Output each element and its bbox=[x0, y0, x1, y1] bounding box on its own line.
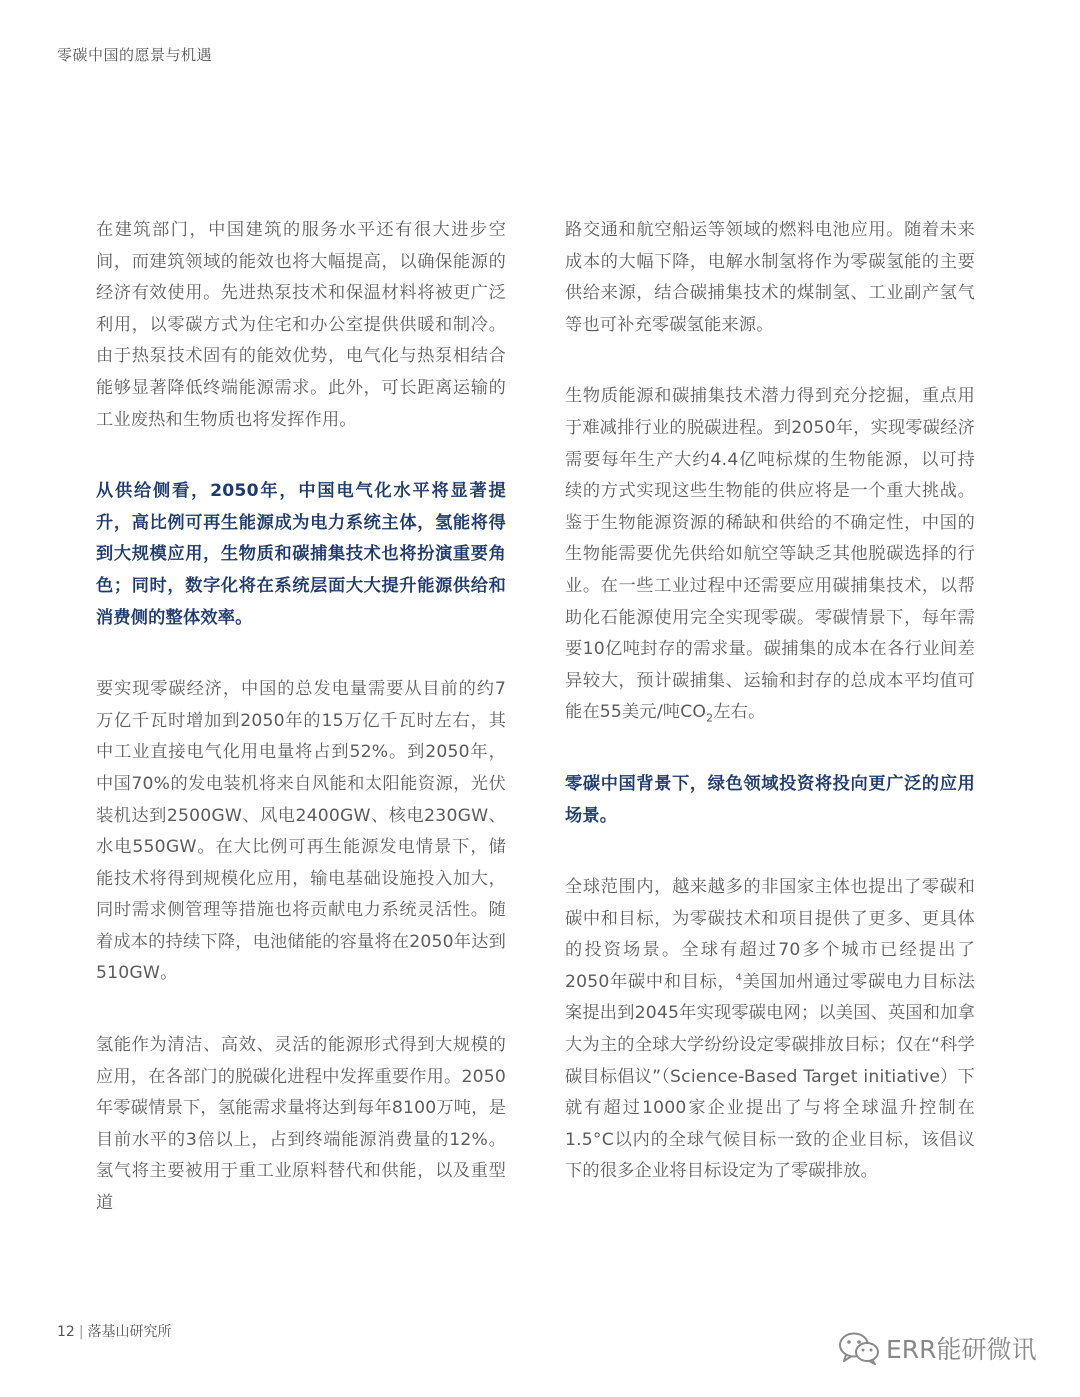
biomass-ccs-text: 生物质能源和碳捕集技术潜力得到充分挖掘，重点用于难减排行业的脱碳进程。到2050年，实现零碳经济需要每年生产大约4.4亿吨标煤的生物能源，以可持续的方式实现这些生物能的供应将是一个重大挑战。鉴于生物能源资源的稀缺和供给的不确定性，中国的生物能需要优先供给如航空等缺乏其他脱碳选择的行业。在一些工业过程中还需要应用碳捕集技术，以帮助化石能源使用完全实现零碳。零碳情景下，每年需要10亿吨封存的需求量。碳捕集的成本在各行业间差异较大，预计碳捕集、运输和封存的总成本平均值可能在55美元/吨CO bbox=[565, 386, 975, 723]
paragraph-buildings: 在建筑部门，中国建筑的服务水平还有很大进步空间，而建筑领域的能效也将大幅提高，以确保能源的经济有效使用。先进热泵技术和保温材料将被更广泛利用，以零碳方式为住宅和办公室提供供暖和制冷。由于热泵技术固有的能效优势，电气化与热泵相结合能够显著降低终端能源需求。此外，可长距离运输的工业废热和生物质也将发挥作用。 bbox=[96, 220, 506, 430]
page-number: 12 bbox=[57, 1324, 75, 1340]
wechat-icon bbox=[838, 1330, 880, 1366]
wechat-watermark bbox=[838, 1330, 1037, 1366]
left-column bbox=[96, 215, 506, 1220]
biomass-ccs-text-end: 左右。 bbox=[713, 702, 766, 723]
highlight-supply-side: 从供给侧看，2050年，中国电气化水平将显著提升，高比例可再生能源成为电力系统主体，氢能将得到大规模应用，生物质和碳捕集技术也将扮演重要角色；同时，数字化将在系统层面大大提升能源供给和消费侧的整体效率。 bbox=[96, 481, 506, 628]
paragraph-hydrogen: 氢能作为清洁、高效、灵活的能源形式得到大规模的应用，在各部门的脱碳化进程中发挥重要作用。2050年零碳情景下，氢能需求量将达到每年8100万吨，是目前水平的3倍以上，占到终端能源消费量的12%。氢气将主要被用于重工业原料替代和供能，以及重型道 bbox=[96, 1035, 506, 1214]
co2-subscript: 2 bbox=[706, 711, 714, 725]
footer-separator: | bbox=[78, 1324, 84, 1340]
right-column bbox=[565, 215, 975, 1188]
page-footer bbox=[57, 1321, 172, 1341]
paragraph-global-targets bbox=[565, 872, 975, 1188]
paragraph-power-generation: 要实现零碳经济，中国的总发电量需要从目前的约7万亿千瓦时增加到2050年的15万亿千瓦时左右，其中工业直接电气化用电量将占到52%。到2050年，中国70%的发电装机将来自风能和太阳能资源，光伏装机达到2500GW、风电2400GW、核电230GW、水电550GW。在大比例可再生能源发电情景下，储能技术将得到规模化应用，输电基础设施投入加大，同时需求侧管理等措施也将贡献电力系统灵活性。随着成本的持续下降，电池储能的容量将在2050年达到510GW。 bbox=[96, 679, 506, 984]
paragraph-hydrogen-continued: 路交通和航空船运等领域的燃料电池应用。随着未来成本的大幅下降，电解水制氢将作为零碳氢能的主要供给来源，结合碳捕集技术的煤制氢、工业副产氢气等也可补充零碳氢能来源。 bbox=[565, 220, 975, 335]
footnote-reference[interactable]: 4 bbox=[735, 972, 743, 984]
footer-organization: 落基山研究所 bbox=[87, 1324, 172, 1340]
watermark-text: ERR能研微讯 bbox=[886, 1335, 1037, 1364]
running-header: 零碳中国的愿景与机遇 bbox=[57, 46, 213, 64]
global-targets-text-end: 美国加州通过零碳电力目标法案提出到2045年实现零碳电网；以美国、英国和加拿大为主的全球大学纷纷设定零碳排放目标；仅在“科学碳目标倡议”（Science-Based Target initiative）下就有超过1000家企业提出了与将全球温升控制在1.5°C以内的全球气候目标一致的企业目标，该倡议下的很多企业将目标设定为了零碳排放。 bbox=[565, 971, 975, 1182]
highlight-green-investment: 零碳中国背景下，绿色领域投资将投向更广泛的应用场景。 bbox=[565, 773, 975, 826]
paragraph-biomass-ccs bbox=[565, 381, 975, 729]
global-targets-text: 全球范围内，越来越多的非国家主体也提出了零碳和碳中和目标，为零碳技术和项目提供了更多、更具体的投资场景。全球有超过70多个城市已经提出了2050年碳中和目标， bbox=[565, 877, 975, 992]
